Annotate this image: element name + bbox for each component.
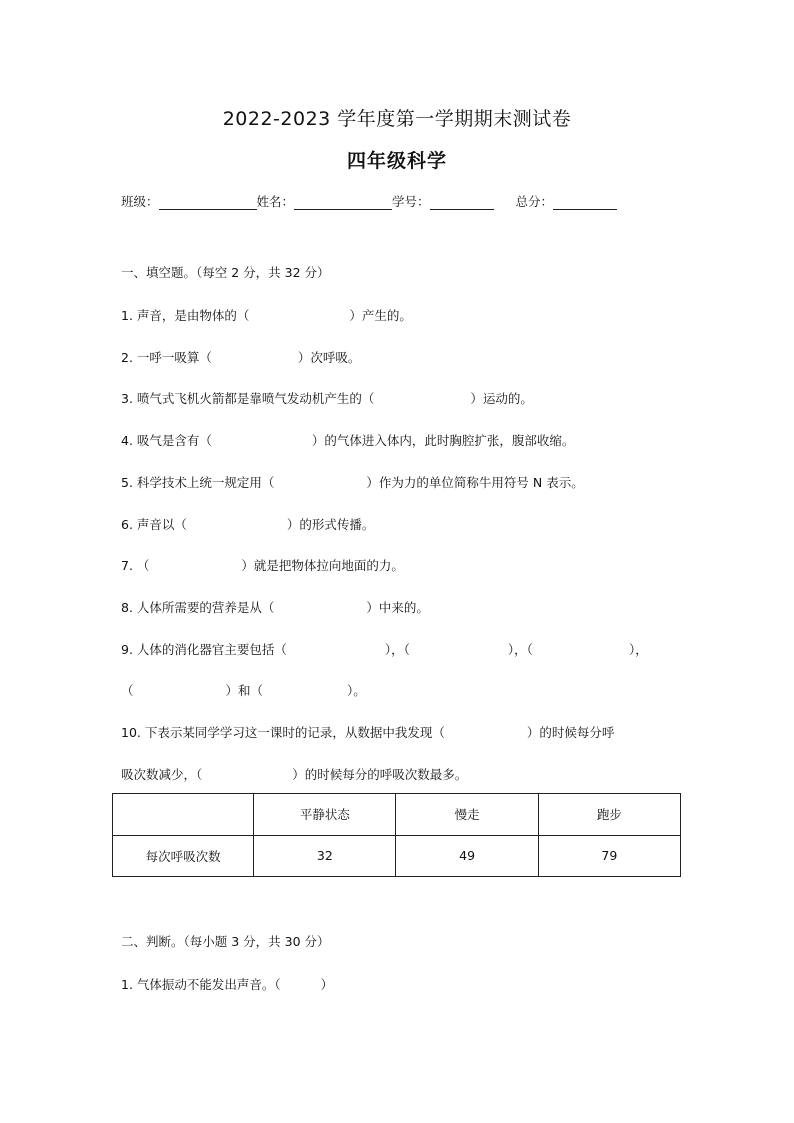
q10-text-c: 吸次数减少，（ [121, 767, 203, 782]
table-header-cell: 慢走 [396, 794, 538, 836]
question-2 [121, 348, 360, 366]
question-6 [121, 515, 374, 533]
number-blank[interactable] [430, 195, 494, 210]
section1-heading: 一、填空题。（每空 2 分，共 32 分） [121, 265, 330, 280]
q2-text-a: 2. 一呼一吸算（ [121, 350, 212, 365]
q4-text-b: ）的气体进入体内，此时胸腔扩张，腹部收缩。 [311, 433, 575, 448]
q10-text-b: ）的时候每分呼 [526, 725, 615, 740]
question-8 [121, 598, 429, 616]
q9-text-a: 9. 人体的消化器官主要包括（ [121, 642, 287, 657]
q1-text-b: ）产生的。 [349, 308, 412, 323]
q4-text-a: 4. 吸气是含有（ [121, 433, 212, 448]
number-label: 学号： [392, 194, 430, 209]
q9-text-f: ）和（ [225, 683, 264, 698]
question-10 [121, 723, 614, 741]
table-cell: 每次呼吸次数 [113, 835, 254, 877]
question-10-cont [121, 765, 467, 783]
section2-heading: 二、判断。（每小题 3 分，共 30 分） [121, 934, 330, 949]
table-cell: 32 [254, 835, 396, 877]
table-row [113, 835, 681, 877]
question-4 [121, 431, 574, 449]
question-1 [121, 306, 412, 324]
q9-text-g: ）。 [347, 683, 366, 698]
class-blank[interactable] [159, 195, 257, 210]
question-5 [121, 473, 584, 491]
student-info-line [121, 192, 617, 210]
score-label: 总分： [515, 194, 554, 209]
exam-subtitle: 四年级科学 [346, 150, 447, 172]
table-header-cell: 跑步 [538, 794, 680, 836]
q9-text-e: （ [121, 683, 134, 698]
name-label: 姓名： [256, 194, 295, 209]
q3-text-a: 3. 喷气式飞机火箭都是靠喷气发动机产生的（ [121, 391, 375, 406]
q2-text-b: ）次呼吸。 [297, 350, 361, 365]
q8-text-b: ）中来的。 [366, 600, 429, 615]
q9-text-c: ），（ [507, 642, 533, 657]
q6-text-a: 6. 声音以（ [121, 517, 187, 532]
table-header-row [113, 794, 681, 836]
q9-text-d: ）， [628, 642, 648, 657]
q3-text-b: ）运动的。 [470, 391, 533, 406]
q10-text-a: 10. 下表示某同学学习这一课时的记录，从数据中我发现（ [121, 725, 445, 740]
q7-text-b: ）就是把物体拉向地面的力。 [241, 558, 404, 573]
breathing-table [112, 793, 681, 877]
table-cell: 49 [396, 835, 538, 877]
table-header-cell: 平静状态 [254, 794, 396, 836]
q5-text-a: 5. 科学技术上统一规定用（ [121, 475, 275, 490]
name-blank[interactable] [294, 195, 392, 210]
question-9-cont [121, 681, 366, 699]
q1-text-a: 1. 声音，是由物体的（ [121, 308, 250, 323]
judgement-1 [121, 975, 333, 993]
question-9 [121, 640, 648, 658]
q9-text-b: ），（ [384, 642, 410, 657]
question-3 [121, 389, 533, 407]
question-7 [121, 556, 404, 574]
q5-text-b: ）作为力的单位简称牛用符号 N 表示。 [366, 475, 584, 490]
q8-text-a: 8. 人体所需要的营养是从（ [121, 600, 275, 615]
q7-text-a: 7. （ [121, 558, 150, 573]
table-header-cell [113, 794, 254, 836]
exam-title: 2022-2023 学年度第一学期期末测试卷 [222, 108, 572, 130]
q10-text-d: ）的时候每分的呼吸次数最多。 [292, 767, 468, 782]
class-label: 班级： [121, 194, 159, 209]
score-blank[interactable] [553, 195, 617, 210]
j1-text-a: 1. 气体振动不能发出声音。（ [121, 977, 281, 992]
j1-text-b: ） [320, 977, 334, 992]
table-cell: 79 [538, 835, 680, 877]
q6-text-b: ）的形式传播。 [286, 517, 375, 532]
